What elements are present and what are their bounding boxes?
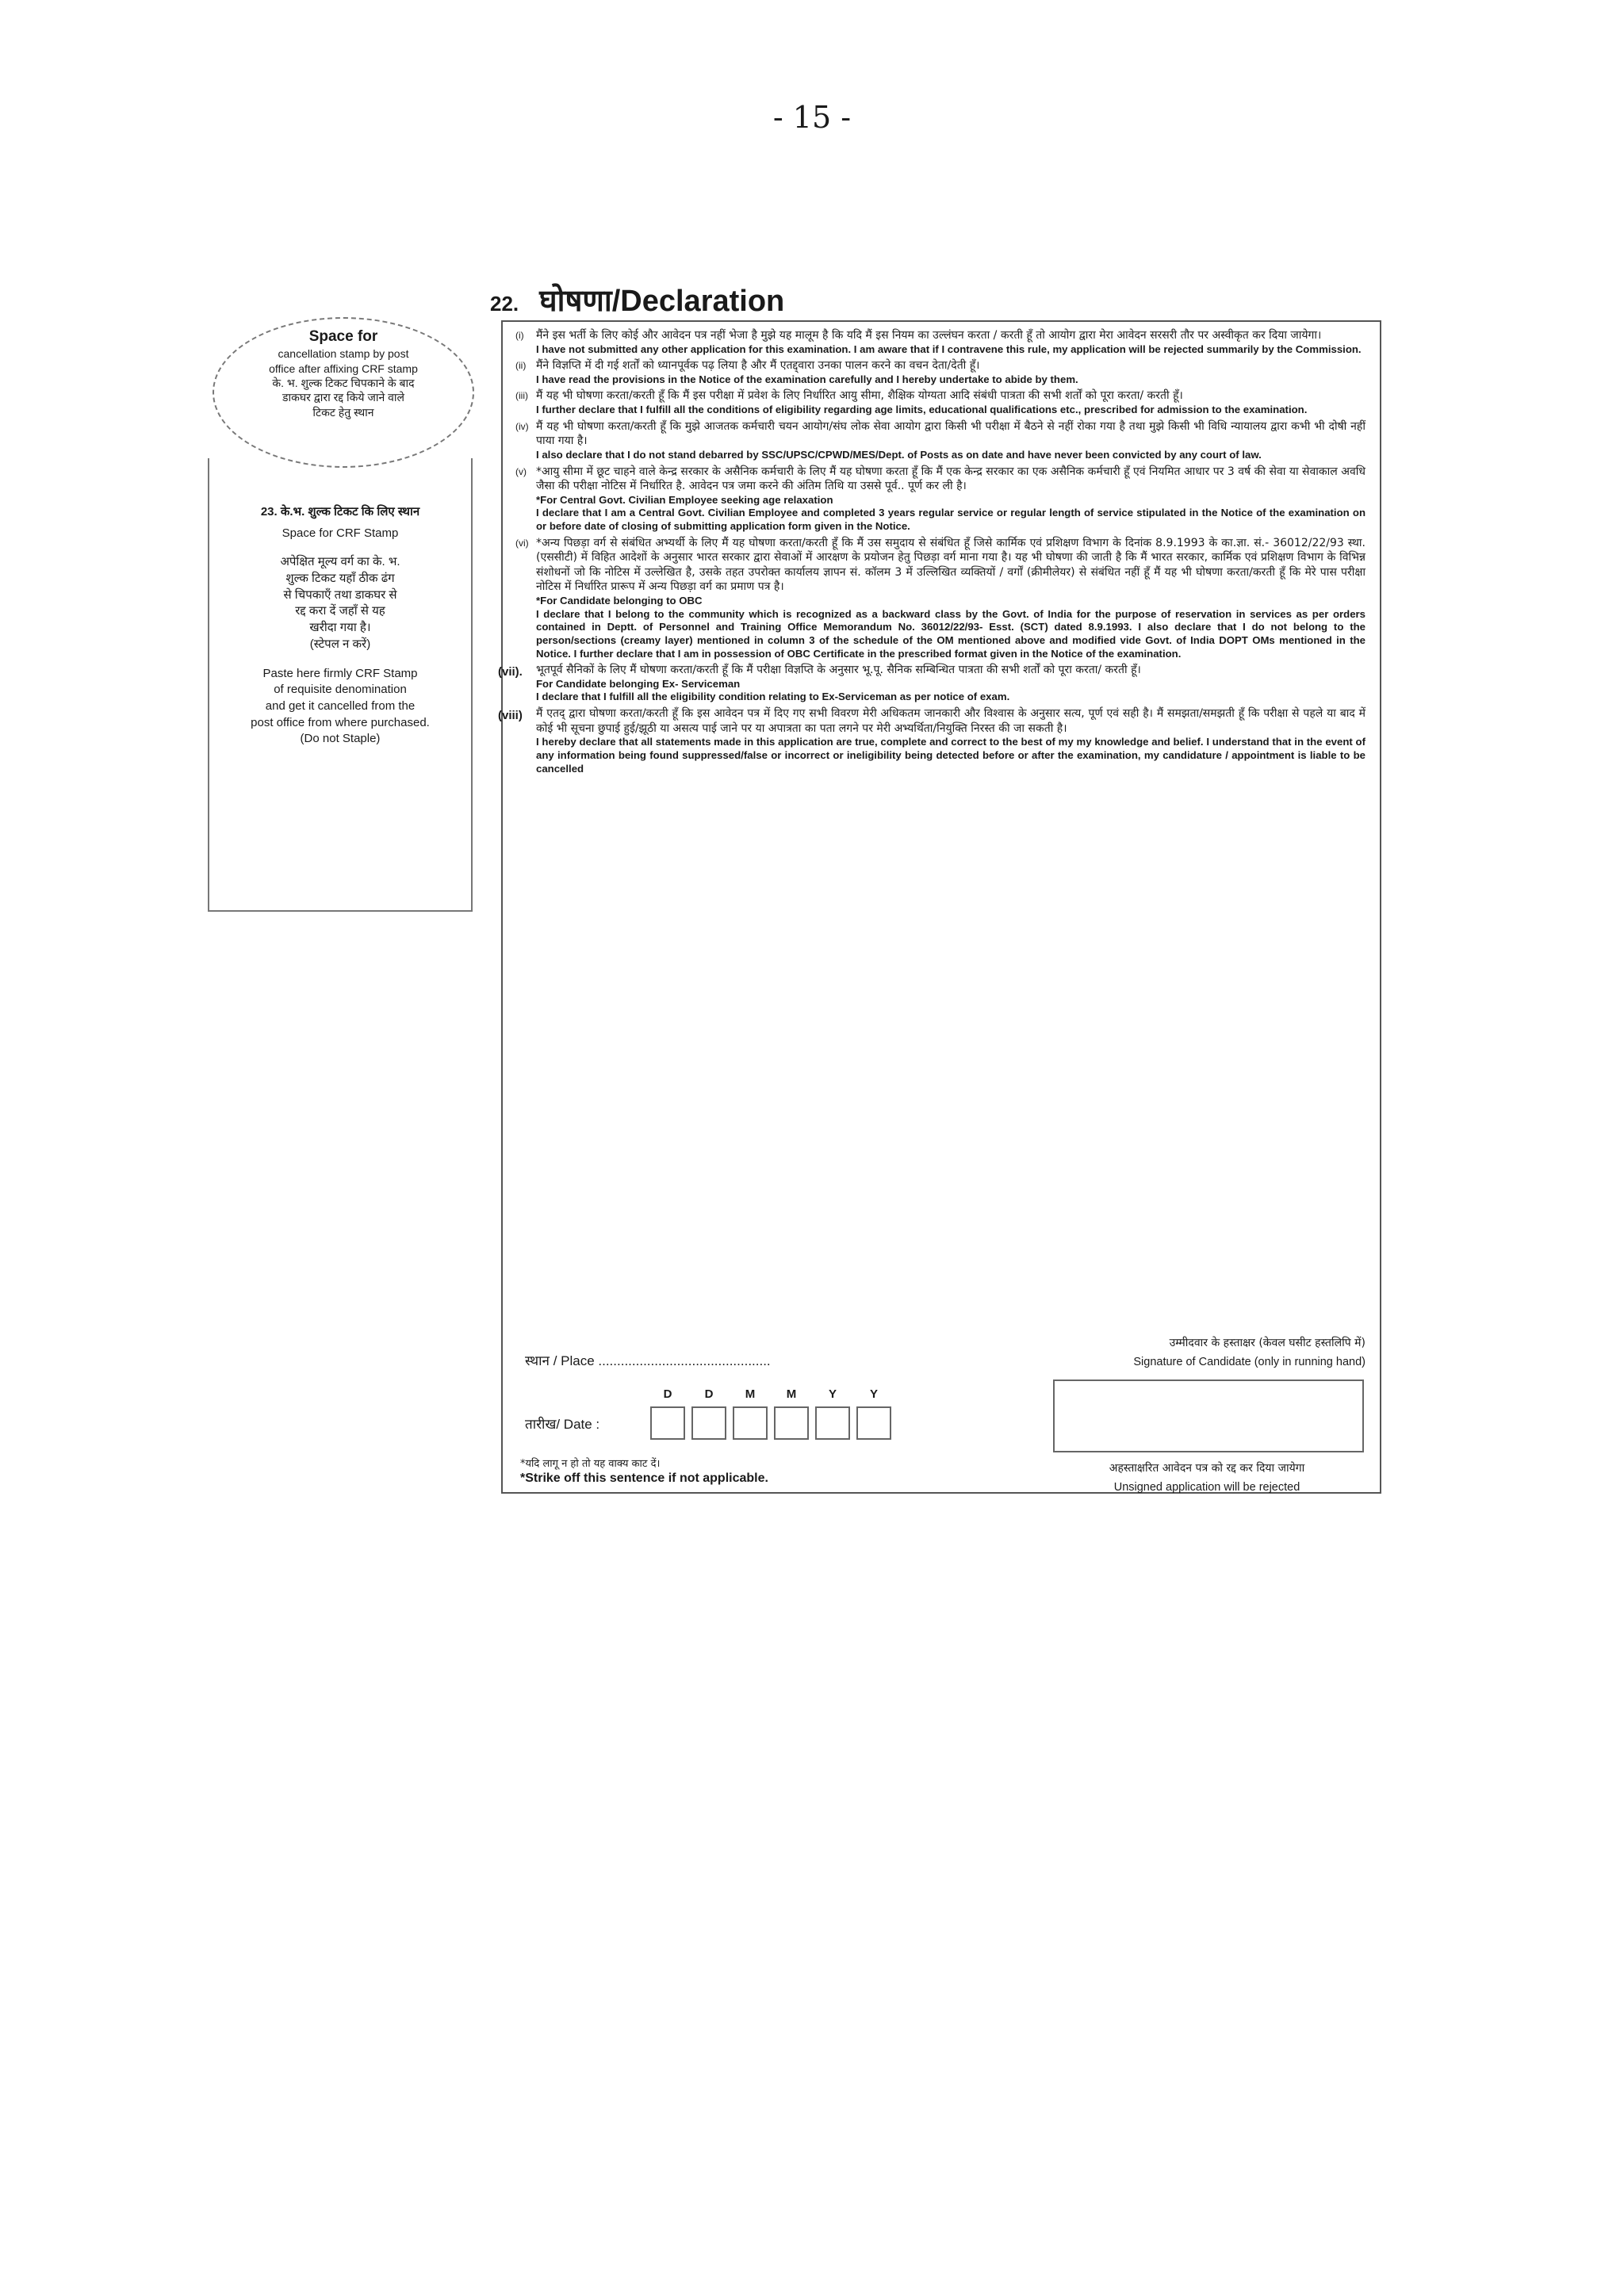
signature-heading-hindi: उम्मीदवार के हस्ताक्षर (केवल घसीट हस्तलिपि में) <box>1169 1337 1365 1349</box>
signature-heading: Signature of Candidate (only in running hand) <box>1133 1356 1365 1368</box>
stamp-line: डाकघर द्वारा रद्द किये जाने वाले <box>282 391 405 404</box>
declaration-item <box>498 706 1366 775</box>
stamp-line: के. भ. शुल्क टिकट चिपकाने के बाद <box>272 377 415 390</box>
item-hindi-text: भूतपूर्व सैनिकों के लिए मैं घोषणा करता/करती हूँ कि मैं परीक्षा विज्ञप्ति के अनुसार भू.पू. सैनिक सम्बिन्धित पात्रता की सभी शर्तों को पूरा करता/ करती हूँ। <box>536 664 1141 677</box>
stamp-line: office after affixing CRF stamp <box>269 362 418 375</box>
signature-note-hindi: अहस्ताक्षरित आवेदन पत्र को रद्द कर दिया जायेगा <box>1109 1462 1305 1475</box>
item-number: (vi) <box>515 537 529 549</box>
section-heading: घोषणा/Declaration <box>539 285 785 318</box>
item-english-text: I also declare that I do not stand debarred by SSC/UPSC/CPWD/MES/Dept. of Posts as on date and have never been convicted by any court of law. <box>536 448 1262 461</box>
date-letter: Y <box>869 1387 878 1401</box>
section-title <box>490 279 784 320</box>
declaration-item <box>515 388 1365 416</box>
item-hindi-text: *आयु सीमा में छूट चाहने वाले केन्द्र सरकार के असैनिक कर्मचारी के लिए मैं यह घोषणा करता हूँ कि मैं एक केन्द्र सरकार का एक असैनिक कर्मचारी हूँ एवं नियमित आधार पर 3 वर्ष की सेवा या सेवाकाल अवधि जैसा की परीक्षा नोटिस में निर्धारित है. आवेदन पत्र जमा करने की अंतिम तिथि या उससे पूर्व.. पूर्ण कर ली है। <box>536 465 1365 493</box>
item-number: (i) <box>515 330 524 341</box>
crf-english-line: post office from where purchased. <box>251 715 430 729</box>
stamp-title: Space for <box>308 328 378 345</box>
item-english-title: *For Candidate belonging to OBC <box>536 595 703 607</box>
declaration-item <box>515 328 1365 356</box>
declaration-item <box>515 419 1365 462</box>
crf-english-line: Paste here firmly CRF Stamp <box>262 666 418 680</box>
signature-field[interactable] <box>1053 1380 1364 1452</box>
crf-hindi-line: खरीदा गया है। <box>309 621 371 635</box>
crf-english-line: of requisite denomination <box>274 683 407 697</box>
crf-heading: 23. के.भ. शुल्क टिकट कि लिए स्थान <box>260 505 420 519</box>
cancellation-stamp-text <box>213 327 474 419</box>
item-hindi-text: मैंने इस भर्ती के लिए कोई और आवेदन पत्र नहीं भेजा है मुझे यह मालूम है कि यदि मैं इस नियम का उल्लंघन करता / करती हूँ तो आयोग द्वारा मेरा आवेदन सरसरी तौर पर अस्वीकृत कर दिया जायेगा। <box>536 329 1322 342</box>
date-letter: Y <box>828 1387 837 1401</box>
declaration-items <box>498 328 1366 778</box>
item-number: (v) <box>515 465 527 477</box>
page-number: - 15 - <box>772 100 852 135</box>
date-digit-box[interactable] <box>856 1406 891 1440</box>
crf-english-line: and get it cancelled from the <box>265 698 416 713</box>
date-label: तारीख/ Date : <box>525 1417 600 1432</box>
item-english-text: I declare that I am a Central Govt. Civilian Employee and completed 3 years regular service or regular length of service stipulated in the Notice of the examination on or before date of closing of submitting application form given in the Notice. <box>536 507 1365 533</box>
item-number: (ii) <box>515 360 527 372</box>
item-english-text: I have not submitted any other application for this examination. I am aware that if I contravene this rule, my application will be rejected summarily by the Commission. <box>536 342 1362 355</box>
date-digit-box[interactable] <box>774 1406 809 1440</box>
date-letter: D <box>704 1387 714 1401</box>
date-letter: M <box>786 1387 797 1401</box>
date-boxes <box>647 1387 894 1440</box>
item-hindi-text: मैं यह भी घोषणा करता/करती हूँ कि मुझे आजतक कर्मचारी चयन आयोग/संघ लोक सेवा आयोग द्वारा किसी भी परीक्षा में बैठने से नहीं रोका गया है तथा मुझे किसी भी विधि न्यायालय द्वारा कभी भी दोषी नहीं पाया गया है। <box>536 419 1365 448</box>
declaration-item <box>498 663 1365 704</box>
strike-note-hindi: *यदि लागू न हो तो यह वाक्य काट दें। <box>520 1458 661 1470</box>
crf-english-line: (Do not Staple) <box>300 732 381 746</box>
item-english-text: I have read the provisions in the Notice of the examination carefully and I hereby undertake to abide by them. <box>536 373 1078 385</box>
place-field[interactable]: स्थान / Place .............................................. <box>525 1353 771 1368</box>
item-english-title: For Candidate belonging Ex- Serviceman <box>536 677 741 690</box>
stamp-line: टिकट हेतु स्थान <box>312 405 374 419</box>
item-number: (viii) <box>498 709 523 723</box>
item-english-text: I declare that I fulfill all the eligibility condition relating to Ex-Serviceman as per notice of exam. <box>536 691 1010 703</box>
item-hindi-text: मैंने विज्ञप्ति में दी गई शर्तों को ध्यानपूर्वक पढ़ लिया है और मैं एतद्द्वारा उनका पालन करने का वचन देता/देती हूँ। <box>536 359 980 373</box>
date-digit-box[interactable] <box>815 1406 850 1440</box>
item-english-title: *For Central Govt. Civilian Employee seeking age relaxation <box>536 493 833 506</box>
date-letter: D <box>663 1387 672 1401</box>
strike-note: *Strike off this sentence if not applicable. <box>520 1471 768 1485</box>
declaration-item <box>515 536 1365 661</box>
crf-subheading: Space for CRF Stamp <box>282 526 399 540</box>
date-digit-box[interactable] <box>733 1406 768 1440</box>
date-letter: M <box>745 1387 756 1401</box>
date-digit-box[interactable] <box>650 1406 685 1440</box>
crf-hindi-line: शुल्क टिकट यहाँ ठीक ढंग <box>285 572 395 586</box>
crf-hindi-line: रद्द करा दें जहाँ से यह <box>295 604 385 618</box>
crf-hindi-line: से चिपकाएँ तथा डाकघर से <box>283 587 397 602</box>
crf-stamp-instructions <box>208 504 473 748</box>
item-number: (iv) <box>515 420 529 432</box>
stamp-line: cancellation stamp by post <box>278 347 409 361</box>
item-english-text: I declare that I belong to the community which is recognized as a backward class by the Govt. of India for the purpose of reservation in services as per orders contained in Deptt. of Personnel and Training Office Memorandum No. 36012/22/93- Esst. (SCT) dated 8.9.1993. I also declare that I do not belong to the person/sections (creamy layer) mentioned in column 3 of the schedule of the OM mentioned above and modified vide Govt. of India DOPT OMs mentioned in the Notice. I further declare that I am in possession of OBC Certificate in the prescribed format given in the Notice of the examination. <box>536 607 1365 660</box>
crf-hindi-line: (स्टेपल न करें) <box>309 637 371 651</box>
declaration-item <box>515 465 1365 534</box>
crf-hindi-line: अपेक्षित मूल्य वर्ग का के. भ. <box>280 555 400 569</box>
signature-note: Unsigned application will be rejected <box>1113 1481 1300 1494</box>
item-english-text: I hereby declare that all statements made in this application are true, complete and correct to the best of my my knowledge and belief. I understand that in the event of any information being found suppressed/false or incorrect or ineligibility being detected before or after the examination, my candidature / appointment is liable to be cancelled <box>536 736 1365 775</box>
item-number: (vii). <box>498 665 523 679</box>
item-number: (iii) <box>515 390 528 402</box>
declaration-item <box>515 358 1365 386</box>
section-number: 22. <box>490 292 519 316</box>
date-digit-box[interactable] <box>691 1406 726 1440</box>
item-hindi-text: *अन्य पिछड़ा वर्ग से संबंधित अभ्यर्थी के लिए मैं यह घोषणा करता/करती हूँ कि मैं उस समुदाय से संबंधित हूँ जिसे कार्मिक एवं प्रशिक्षण विभाग के दिनांक 8.9.1993 के का.ज्ञा. सं.- 36012/22/93 स्था. (एससीटी) में विहित आदेशों के अनुसार भारत सरकार द्वारा सेवाओं में आरक्षण के प्रयोजन हेतु पिछड़ा वर्ग माना गया है। यह भी घोषणा की जाती है कि मैं भारत सरकार, कार्मिक एवं प्रशिक्षण विभाग के विभिन्न संशोधनों जो कि नोटिस में उल्लेखित है, उसके तहत उपरोक्त कार्यालय ज्ञापन सं. कॉलम 3 में उल्लिखित व्यक्तियों / वर्गों (क्रीमीलेयर) से संबंधित नहीं हूँ मैं यह भी घोषणा करता/करती हूँ कि मेरे पास परीक्षा नोटिस में निर्धारित प्रारूप में अन्य पिछड़ा वर्ग का प्रमाण पत्र है। <box>536 536 1365 594</box>
item-english-text: I further declare that I fulfill all the conditions of eligibility regarding age limits, educational qualifications etc., prescribed for admission to the examination. <box>536 404 1308 416</box>
item-hindi-text: मैं यह भी घोषणा करता/करती हूँ कि मैं इस परीक्षा में प्रवेश के लिए निर्धारित आयु सीमा, शैक्षिक योग्यता आदि संबंधी पात्रता की सभी शर्तों को पूरा करता/ करती हूँ। <box>536 389 1183 403</box>
item-hindi-text: मैं एतद् द्वारा घोषणा करता/करती हूँ कि इस आवेदन पत्र में दिए गए सभी विवरण मेरी अधिकतम जानकारी और विश्वास के अनुसार सत्य, पूर्ण एवं सही है। मैं समझता/समझती हूँ कि परीक्षा से पहले या बाद में कोई भी सूचना छुपाई हुई/झूठी या असत्य पाई जाने पर या अपात्रता का पता लगने पर मेरी अभ्यर्थिता/नियुक्ति निरस्त की जा सकती है। <box>536 707 1366 735</box>
